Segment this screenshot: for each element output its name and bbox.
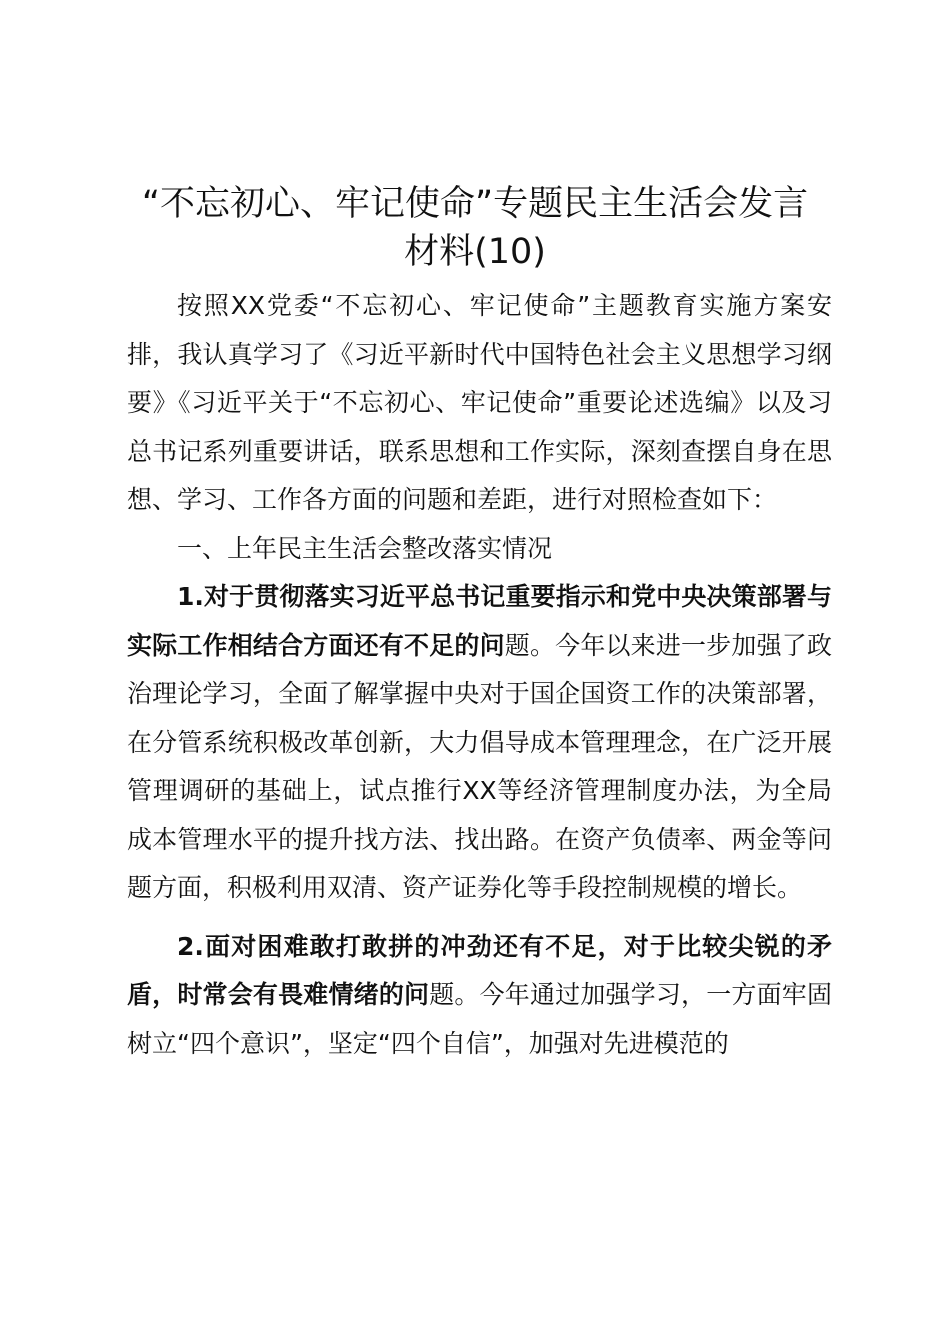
item-1-bold-lead: 1.对于贯彻落实习近平总书记重要指示和党中央决策部署与实际工作相结合方面还有不足的问 — [127, 582, 832, 660]
item-2-text: 题。今年通过加强学习，一方面牢固树立“四个意识”，坚定“四个自信”，加强对先进模范的 — [127, 980, 832, 1058]
item-2-paragraph — [127, 923, 832, 1069]
document-body — [127, 282, 832, 1068]
item-1-text: 题。今年以来进一步加强了政治理论学习，全面了解掌握中央对于国企国资工作的决策部署，在分管系统积极改革创新，大力倡导成本管理理念，在广泛开展管理调研的基础上，试点推行XX等经济管理制度办法，为全局成本管理水平的提升找方法、找出路。在资产负债率、两金等问题方面，积极利用双清、资产证券化等手段控制规模的增长。 — [127, 630, 832, 902]
item-1-paragraph — [127, 573, 832, 913]
section-heading: 一、上年民主生活会整改落实情况 — [177, 533, 553, 563]
title-line-1: “不忘初心、牢记使命”专题民主生活会发言 — [141, 184, 809, 224]
document-title — [100, 180, 850, 276]
intro-paragraph: 按照XX党委“不忘初心、牢记使命”主题教育实施方案安排，我认真学习了《习近平新时代中国特色社会主义思想学习纲要》《习近平关于“不忘初心、牢记使命”重要论述选编》以及习总书记系列重要讲话，联系思想和工作实际，深刻查摆自身在思想、学习、工作各方面的问题和差距，进行对照检查如下： — [127, 291, 832, 514]
item-2-bold-lead: 2.面对困难敢打敢拼的冲劲还有不足，对于比较尖锐的矛盾，时常会有畏难情绪的问 — [127, 931, 832, 1009]
title-line-2: 材料(10) — [404, 232, 546, 272]
